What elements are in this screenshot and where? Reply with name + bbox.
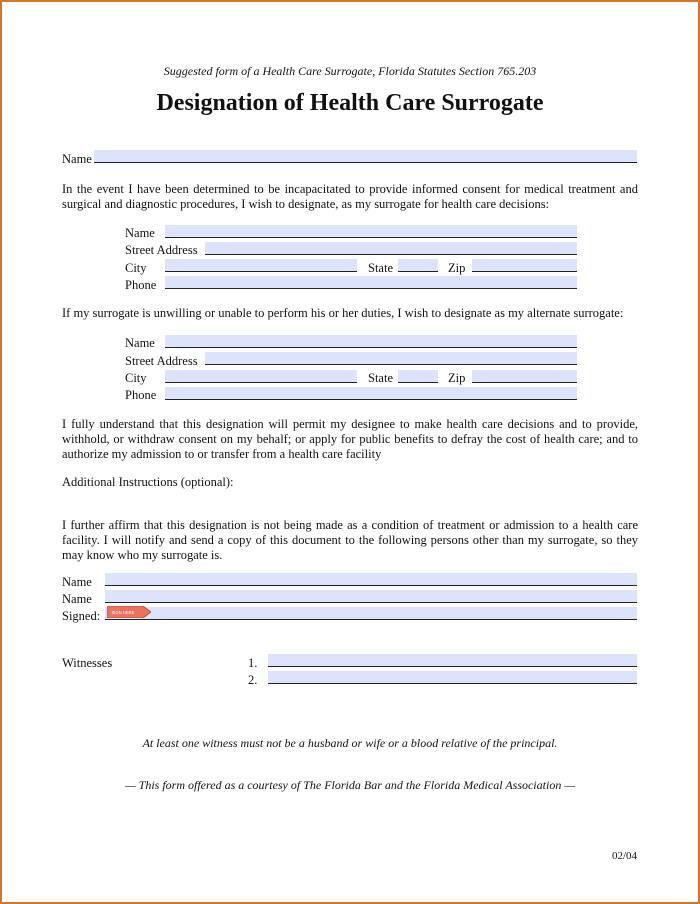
page-title: Designation of Health Care Surrogate bbox=[156, 90, 544, 116]
surrogate-phone-label: Phone bbox=[125, 278, 157, 292]
alternate-phone-field[interactable] bbox=[165, 387, 577, 400]
alternate-zip-field[interactable] bbox=[472, 370, 577, 383]
witness-note: At least one witness must not be a husband or wife or a blood relative of the principal. bbox=[142, 736, 558, 750]
surrogate-state-field[interactable] bbox=[398, 259, 438, 272]
surrogate-street-label: Street Address bbox=[125, 243, 198, 257]
surrogate-state-label: State bbox=[368, 261, 393, 275]
surrogate-name-label: Name bbox=[125, 226, 155, 240]
alternate-street-label: Street Address bbox=[125, 354, 198, 368]
witness-2-field[interactable] bbox=[268, 671, 637, 684]
alternate-zip-label: Zip bbox=[448, 371, 466, 385]
signed-label: Signed: bbox=[62, 609, 101, 623]
form-page bbox=[2, 2, 698, 902]
alternate-street-field[interactable] bbox=[205, 352, 577, 365]
alternate-state-label: State bbox=[368, 371, 393, 385]
alternate-name-label: Name bbox=[125, 336, 155, 350]
alternate-city-label: City bbox=[125, 371, 147, 385]
witness-2-number: 2. bbox=[248, 673, 258, 687]
alternate-phone-label: Phone bbox=[125, 388, 157, 402]
witnesses-label: Witnesses bbox=[62, 656, 113, 670]
signature-field[interactable] bbox=[105, 607, 637, 620]
alternate-paragraph: If my surrogate is unwilling or unable to perform his or her duties, I wish to designate as my alternate surrogate: bbox=[62, 306, 624, 320]
surrogate-zip-field[interactable] bbox=[472, 259, 577, 272]
notify-name2-field[interactable] bbox=[105, 590, 637, 603]
form-version-code: 02/04 bbox=[612, 850, 638, 862]
affirm-paragraph: I further affirm that this designation is not being made as a condition of treatment or admission to a health care facility. I will notify and send a copy of this document to the following persons other than my surrogate, so they may know who my surrogate is. bbox=[62, 518, 638, 562]
surrogate-street-field[interactable] bbox=[205, 242, 577, 255]
principal-name-field[interactable] bbox=[94, 150, 637, 163]
surrogate-city-label: City bbox=[125, 261, 147, 275]
sign-here-arrow-icon bbox=[107, 606, 151, 618]
notify-name1-label: Name bbox=[62, 575, 92, 589]
additional-instructions-label: Additional Instructions (optional): bbox=[62, 475, 234, 489]
statute-note: Suggested form of a Health Care Surrogate, Florida Statutes Section 765.203 bbox=[163, 64, 537, 78]
alternate-name-field[interactable] bbox=[165, 335, 577, 348]
witness-1-field[interactable] bbox=[268, 654, 637, 667]
notify-name1-field[interactable] bbox=[105, 573, 637, 586]
surrogate-name-field[interactable] bbox=[165, 225, 577, 238]
principal-name-label: Name bbox=[62, 152, 92, 166]
understand-paragraph: I fully understand that this designation will permit my designee to make health care decisions and to provide, withhold, or withdraw consent on my behalf; or apply for public benefits to defray the cost of health care; and to authorize my admission to or transfer from a health care facility bbox=[62, 417, 638, 461]
intro-paragraph: In the event I have been determined to be incapacitated to provide informed consent for medical treatment and surgical and diagnostic procedures, I wish to designate, as my surrogate for health care decisions: bbox=[62, 182, 638, 211]
surrogate-city-field[interactable] bbox=[165, 259, 357, 272]
notify-name2-label: Name bbox=[62, 592, 92, 606]
courtesy-note: — This form offered as a courtesy of The Florida Bar and the Florida Medical Association — bbox=[125, 778, 575, 792]
surrogate-phone-field[interactable] bbox=[165, 276, 577, 289]
sign-here-text: SIGN HERE bbox=[111, 610, 135, 616]
alternate-city-field[interactable] bbox=[165, 370, 357, 383]
alternate-state-field[interactable] bbox=[398, 370, 438, 383]
witness-1-number: 1. bbox=[248, 656, 258, 670]
surrogate-zip-label: Zip bbox=[448, 261, 466, 275]
sign-here-tag[interactable] bbox=[107, 606, 151, 618]
